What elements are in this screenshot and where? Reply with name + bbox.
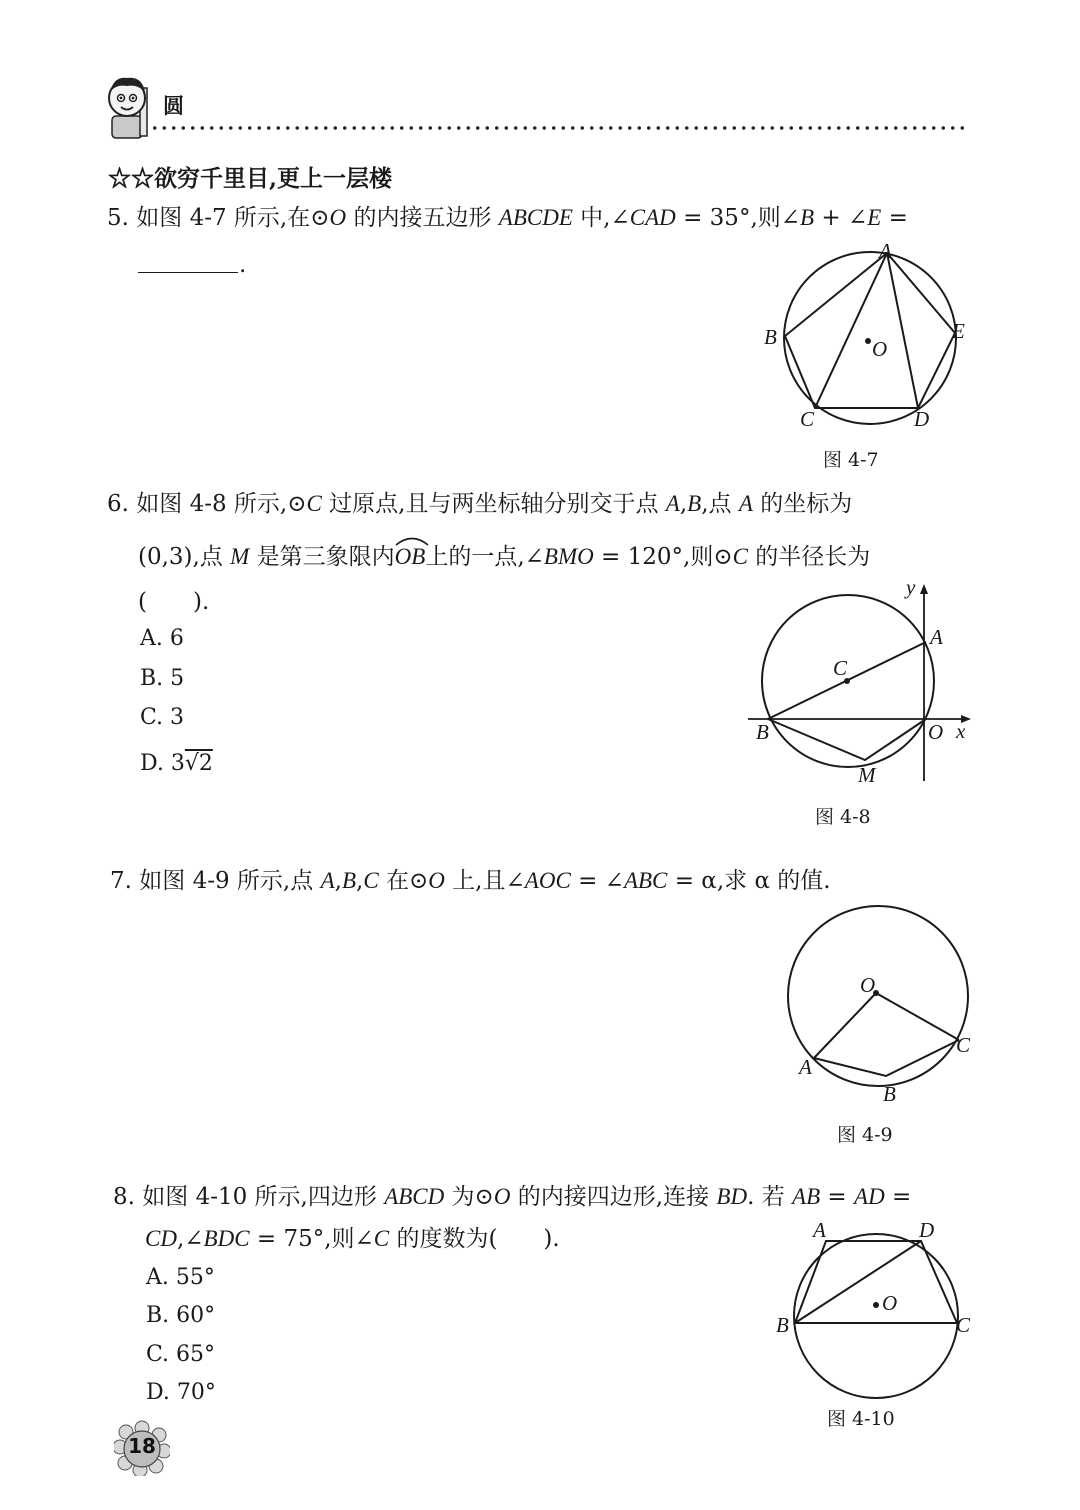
q6-text: 的半径长为 xyxy=(747,544,871,570)
q6-option-d-label: D. 3 xyxy=(140,751,185,776)
q6-text: = 120°,则⊙ xyxy=(593,544,733,570)
q7-text: 上,且∠ xyxy=(444,868,525,894)
fig47-chord-ad xyxy=(887,253,918,408)
q7-var: B xyxy=(341,868,356,893)
fig410-label-o: O xyxy=(882,1291,898,1315)
fig410-label-d: D xyxy=(919,1218,935,1242)
page-number: 18 xyxy=(128,1434,156,1458)
fig48-label-x: x xyxy=(956,719,966,743)
q6-option-a[interactable]: A. 6 xyxy=(140,626,184,651)
q6-arc-ob xyxy=(395,542,426,572)
q8-var: AB xyxy=(792,1184,821,1209)
q5-text: = xyxy=(881,205,908,231)
fig47-label-a: A xyxy=(879,239,892,263)
fig48-label-c: C xyxy=(833,656,848,680)
q6-number: 6. xyxy=(107,491,129,517)
question-7-text xyxy=(110,866,831,896)
q6-var: C xyxy=(306,491,322,516)
figure-4-7-caption: 图 4-7 xyxy=(823,449,879,471)
figure-4-8 xyxy=(742,576,974,786)
fig410-diagonal-bd xyxy=(795,1241,921,1323)
fig47-circle xyxy=(784,252,956,424)
q5-answer-blank[interactable] xyxy=(138,272,238,273)
q6-var: M xyxy=(230,544,250,569)
fig47-chord-ac xyxy=(815,253,887,408)
question-6-line-1 xyxy=(107,489,852,519)
q7-var: O xyxy=(428,868,445,893)
q5-number: 5. xyxy=(107,205,129,231)
q8-text: 的内接四边形,连接 xyxy=(510,1184,717,1210)
q8-option-a[interactable]: A. 55° xyxy=(146,1265,215,1290)
section-title: 欲穷千里目,更上一层楼 xyxy=(154,165,393,192)
q7-text: = α,求 α 的值. xyxy=(667,868,831,894)
fig48-label-o: O xyxy=(928,720,944,744)
fig410-label-c: C xyxy=(956,1313,971,1337)
q5-text: 如图 4-7 所示,在⊙ xyxy=(136,205,330,231)
q7-text: , xyxy=(356,868,364,894)
section-heading xyxy=(108,164,392,194)
q5-blank-period: . xyxy=(239,252,247,278)
fig47-label-c: C xyxy=(800,407,815,431)
q6-option-d-radical: √2 xyxy=(184,751,213,776)
q5-text: + ∠ xyxy=(814,205,868,231)
q5-var: B xyxy=(800,205,815,230)
q7-number: 7. xyxy=(110,868,132,894)
q7-var: C xyxy=(363,868,379,893)
fig47-label-o: O xyxy=(872,337,888,361)
q5-var: O xyxy=(329,205,347,230)
q8-var: AD xyxy=(854,1184,885,1209)
q5-var: E xyxy=(867,205,882,230)
fig47-label-e: E xyxy=(952,319,965,343)
q6-var: A xyxy=(738,491,753,516)
q6-text: 如图 4-8 所示,⊙ xyxy=(136,491,307,517)
q8-var: O xyxy=(493,1184,511,1209)
fig49-label-a: A xyxy=(799,1055,812,1079)
fig48-y-arrow xyxy=(920,584,928,594)
q8-option-d[interactable]: D. 70° xyxy=(146,1380,216,1405)
q6-var: C xyxy=(732,544,748,569)
fig48-label-m: M xyxy=(858,763,876,786)
question-6-line-3: ( ). xyxy=(138,589,210,615)
fig49-label-o: O xyxy=(860,973,876,997)
q6-arc-label: OB xyxy=(394,544,426,569)
fig410-label-a: A xyxy=(813,1218,826,1242)
q8-number: 8. xyxy=(113,1184,135,1210)
q8-var: CD xyxy=(145,1226,177,1251)
q8-option-b[interactable]: B. 60° xyxy=(146,1303,216,1328)
figure-4-8-caption: 图 4-8 xyxy=(815,806,871,828)
q8-text: = 75°,则∠ xyxy=(249,1226,374,1252)
q8-var: C xyxy=(373,1226,390,1251)
fig49-label-b: B xyxy=(883,1082,896,1106)
q7-text: , xyxy=(334,868,342,894)
q6-text: 上的一点,∠ xyxy=(425,544,544,570)
fig410-label-b: B xyxy=(776,1313,789,1337)
q7-var: ABC xyxy=(623,868,668,893)
q6-text: ,点 xyxy=(701,491,739,517)
q8-text: = xyxy=(884,1184,912,1210)
fig49-chords xyxy=(814,1040,959,1076)
fig410-quadrilateral xyxy=(795,1241,957,1323)
q8-text: 如图 4-10 所示,四边形 xyxy=(142,1184,385,1210)
question-8-line-1 xyxy=(113,1182,911,1212)
figure-4-9 xyxy=(780,898,980,1108)
arc-mark-icon xyxy=(395,536,429,546)
fig49-radii xyxy=(814,993,959,1058)
q5-var: ABCDE xyxy=(498,205,573,230)
section-stars: ☆☆ xyxy=(108,165,154,192)
q6-var: B xyxy=(687,491,702,516)
q8-text: 为⊙ xyxy=(444,1184,494,1210)
figure-4-9-caption: 图 4-9 xyxy=(837,1124,893,1146)
fig47-label-d: D xyxy=(914,407,930,431)
q5-text: 中,∠ xyxy=(572,205,630,231)
fig410-center-dot xyxy=(873,1302,879,1308)
header-dotted-rule xyxy=(150,125,965,131)
q6-text: 的坐标为 xyxy=(752,491,853,517)
fig48-label-y: y xyxy=(906,576,916,599)
q7-text: 在⊙ xyxy=(378,868,429,894)
q8-var: BD xyxy=(716,1184,748,1209)
q6-text: 是第三象限内 xyxy=(249,544,395,570)
q5-text: = 35°,则∠ xyxy=(675,205,801,231)
q7-text: = ∠ xyxy=(570,868,624,894)
q8-text: 的度数为( ). xyxy=(389,1226,560,1252)
q6-option-b[interactable]: B. 5 xyxy=(140,666,185,691)
question-6-line-2 xyxy=(138,542,870,572)
page-number-badge xyxy=(114,1420,170,1476)
q6-text: , xyxy=(679,491,688,517)
q6-var: A xyxy=(665,491,680,516)
q8-option-c[interactable]: C. 65° xyxy=(146,1342,216,1367)
fig48-label-a: A xyxy=(930,625,943,649)
fig47-center-dot xyxy=(865,338,871,344)
q7-var: A xyxy=(320,868,335,893)
q6-option-d[interactable] xyxy=(140,751,213,776)
figure-4-7 xyxy=(760,238,975,438)
mascot-logo xyxy=(100,70,156,140)
fig48-label-b: B xyxy=(756,720,769,744)
q5-var: CAD xyxy=(629,205,676,230)
q6-option-c[interactable]: C. 3 xyxy=(140,705,185,730)
q8-var: BDC xyxy=(203,1226,250,1251)
q7-text: 如图 4-9 所示,点 xyxy=(139,868,321,894)
chapter-title: 圆 xyxy=(163,94,184,118)
q7-var: AOC xyxy=(524,868,571,893)
q8-text: = xyxy=(820,1184,855,1210)
fig47-label-b: B xyxy=(764,325,777,349)
q6-text: 过原点,且与两坐标轴分别交于点 xyxy=(321,491,666,517)
fig48-chords-bmo xyxy=(768,719,926,760)
fig49-label-c: C xyxy=(956,1033,971,1057)
q5-text: 的内接五边形 xyxy=(346,205,499,231)
question-8-line-2 xyxy=(145,1224,560,1254)
figure-4-10 xyxy=(770,1214,980,1410)
q6-text: (0,3),点 xyxy=(138,544,231,570)
q8-var: ABCD xyxy=(384,1184,445,1209)
q6-var: BMO xyxy=(543,544,594,569)
q8-text: . 若 xyxy=(747,1184,793,1210)
figure-4-10-caption: 图 4-10 xyxy=(827,1408,895,1430)
question-5-text xyxy=(107,203,908,233)
q8-text: ,∠ xyxy=(176,1226,204,1252)
